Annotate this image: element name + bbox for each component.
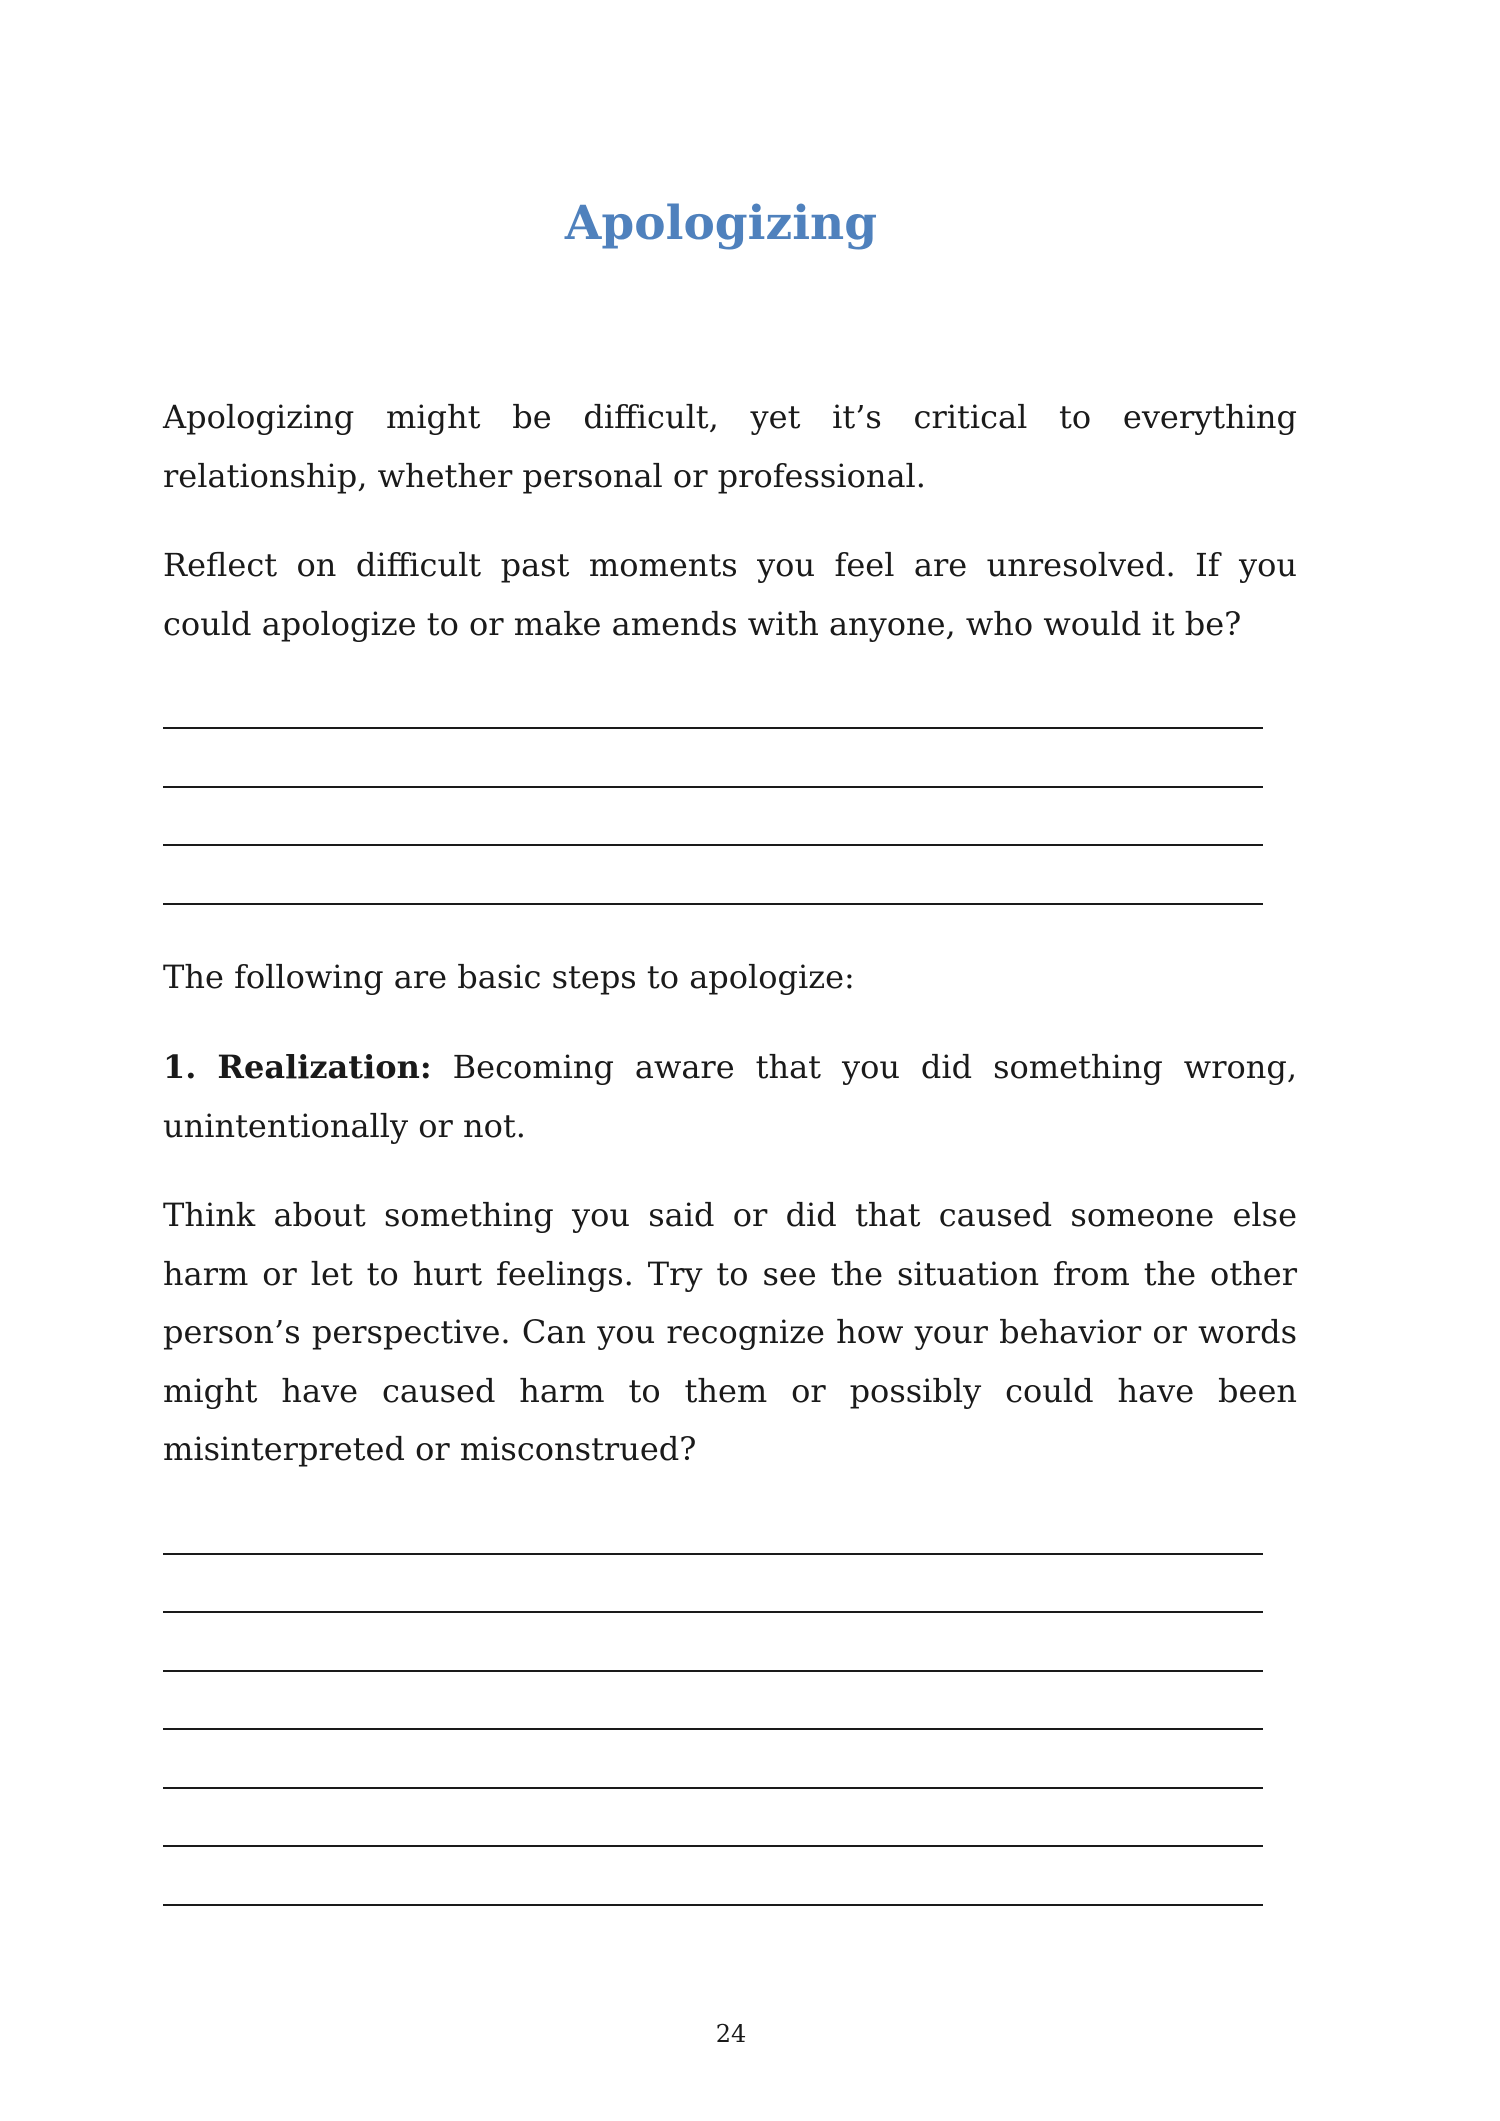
answer-line[interactable]: [163, 1670, 1263, 1672]
page-number: 24: [715, 2020, 747, 2048]
answer-line[interactable]: [163, 1845, 1263, 1847]
answer-line[interactable]: [163, 903, 1263, 905]
answer-line[interactable]: [163, 1553, 1263, 1555]
intro-paragraph: Apologizing might be difficult, yet it’s critical to everything relationship, whether personal or professional.: [163, 398, 1297, 495]
answer-line[interactable]: [163, 786, 1263, 788]
answer-line[interactable]: [163, 727, 1263, 729]
answer-line[interactable]: [163, 1904, 1263, 1906]
step-text: Becoming aware that you did something wrong, unintentionally or not.: [163, 1048, 1298, 1145]
answer-line[interactable]: [163, 1611, 1263, 1613]
steps-intro: The following are basic steps to apologize:: [163, 958, 855, 996]
step-number: 1.: [163, 1048, 197, 1086]
answer-line[interactable]: [163, 1787, 1263, 1789]
think-paragraph: Think about something you said or did that caused someone else harm or let to hurt feelings. Try to see the situation from the other person’s perspective. Can you recognize how your behavior or words might have caused harm to them or possibly could have been misinterpreted or misconstrued?: [163, 1196, 1297, 1468]
answer-line[interactable]: [163, 1728, 1263, 1730]
reflect-paragraph: Reflect on difficult past moments you feel are unresolved. If you could apologize to or make amends with anyone, who would it be?: [163, 546, 1297, 643]
page-title: Apologizing: [564, 196, 878, 251]
step-label: Realization:: [217, 1048, 432, 1086]
answer-line[interactable]: [163, 844, 1263, 846]
step-1: [163, 1038, 1297, 1155]
